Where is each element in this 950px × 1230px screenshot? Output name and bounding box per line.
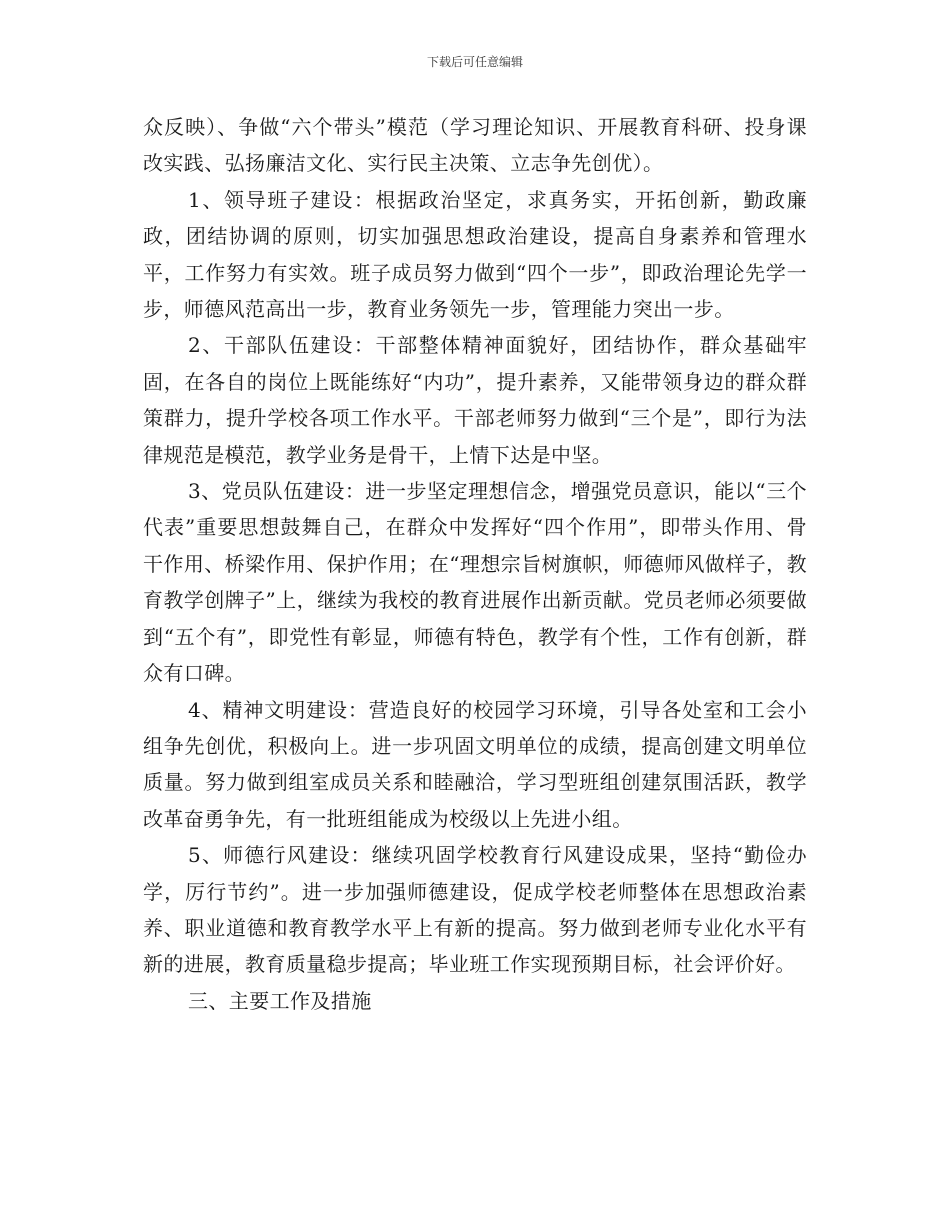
paragraph-cadre-building: 2、干部队伍建设：干部整体精神面貌好，团结协作，群众基础牢固，在各自的岗位上既能练好“内功”，提升素养，又能带领身边的群众群策群力，提升学校各项工作水平。干部老师努力做到“三个是”，即行为法律规范是模范，教学业务是骨干，上情下达是中坚。 (143, 333, 807, 467)
paragraph-party-member-building: 3、党员队伍建设：进一步坚定理想信念，增强党员意识，能以“三个代表”重要思想鼓舞自己，在群众中发挥好“四个作用”，即带头作用、骨干作用、桥梁作用、保护作用；在“理想宗旨树旗帜，师德师风做样子，教育教学创牌子”上，继续为我校的教育进展作出新贡献。党员老师必须要做到“五个有”，即党性有彰显，师德有特色，教学有个性，工作有创新，群众有口碑。 (143, 479, 807, 686)
paragraph-leadership-building: 1、领导班子建设：根据政治坚定，求真务实，开拓创新，勤政廉政，团结协调的原则，切实加强思想政治建设，提高自身素养和管理水平，工作努力有实效。班子成员努力做到“四个一步”，即政治理论先学一步，师德风范高出一步，教育业务领先一步，管理能力突出一步。 (143, 187, 807, 322)
document-body (143, 109, 807, 1019)
paragraph-spiritual-civilization: 4、精神文明建设：营造良好的校园学习环境，引导各处室和工会小组争先创优，积极向上。进一步巩固文明单位的成绩，提高创建文明单位质量。努力做到组室成员关系和睦融洽，学习型班组创建氛围活跃，教学改革奋勇争先，有一批班组能成为校级以上先进小组。 (143, 697, 807, 831)
section-heading-main-work: 三、主要工作及措施 (188, 988, 372, 1013)
paragraph-teacher-ethics: 5、师德行风建设：继续巩固学校教育行风建设成果，坚持“勤俭办学，厉行节约”。进一步加强师德建设，促成学校老师整体在思想政治素养、职业道德和教育教学水平上有新的提高。努力做到老师专业化水平有新的进展，教育质量稳步提高；毕业班工作实现预期目标，社会评价好。 (143, 843, 807, 977)
paragraph-intro-continuation: 众反映）、争做“六个带头”模范（学习理论知识、开展教育科研、投身课改实践、弘扬廉洁文化、实行民主决策、立志争先创优）。 (143, 115, 807, 176)
page-header: 下载后可任意编辑 (426, 55, 523, 69)
